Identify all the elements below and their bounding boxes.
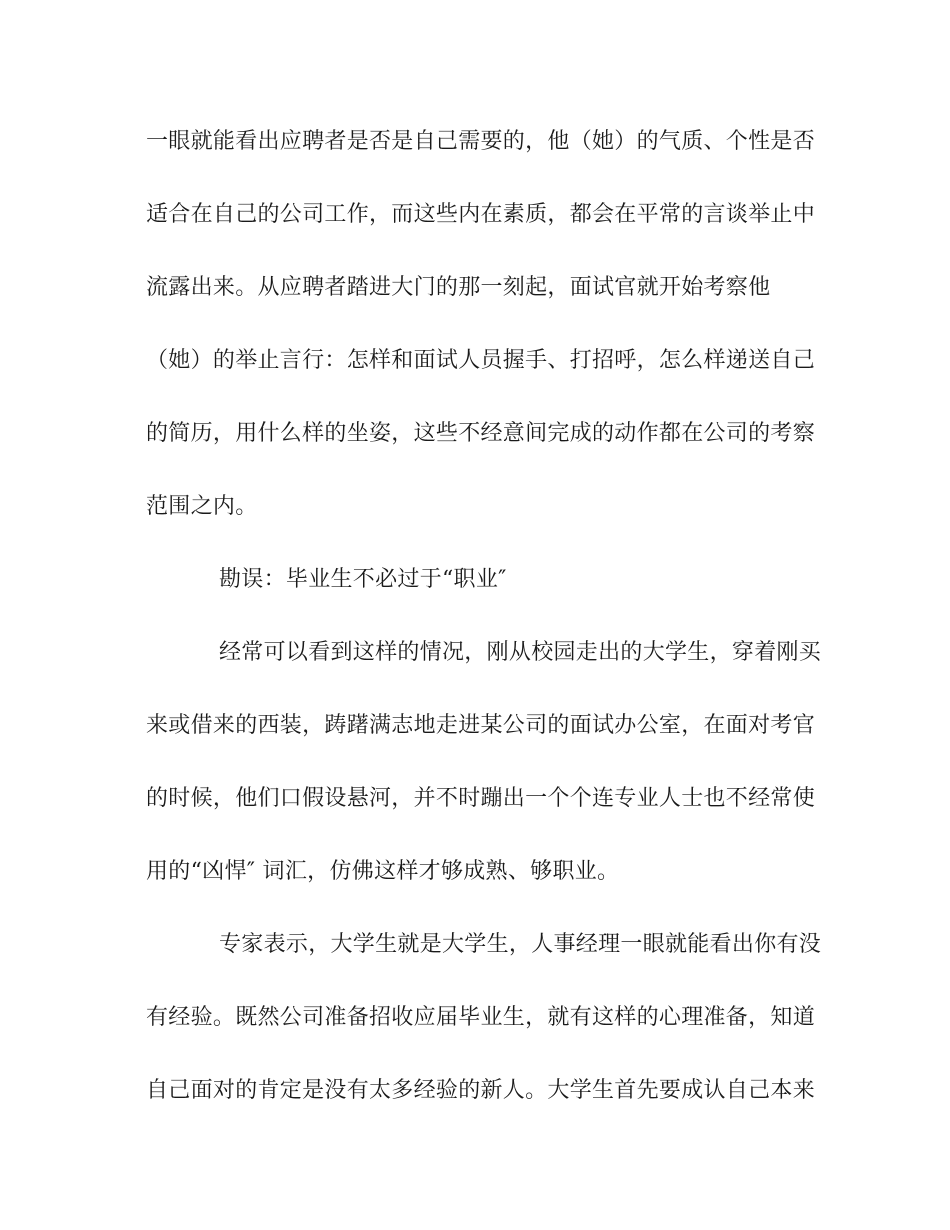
- paragraph-1-line-2: 适合在自己的公司工作，而这些内在素质，都会在平常的言谈举止中: [146, 202, 816, 227]
- paragraph-1-line-3: 流露出来。从应聘者踏进大门的那一刻起，面试官就开始考察他: [146, 275, 771, 300]
- paragraph-4-line-2: 有经验。既然公司准备招收应届毕业生，就有这样的心理准备，知道: [146, 1005, 816, 1030]
- paragraph-4-line-3: 自己面对的肯定是没有太多经验的新人。大学生首先要成认自己本来: [146, 1078, 816, 1103]
- paragraph-4-line-1: 专家表示，大学生就是大学生，人事经理一眼就能看出你有没: [219, 932, 822, 957]
- section-heading: 勘误：毕业生不必过于“职业″: [219, 567, 507, 592]
- paragraph-3-line-2: 来或借来的西装，踌躇满志地走进某公司的面试办公室，在面对考官: [146, 713, 816, 738]
- paragraph-3-line-1: 经常可以看到这样的情况，刚从校园走出的大学生，穿着刚买: [219, 640, 822, 665]
- paragraph-3-line-3: 的时候，他们口假设悬河，并不时蹦出一个个连专业人士也不经常使: [146, 786, 816, 811]
- paragraph-3-line-4: 用的“凶悍″ 词汇，仿佛这样才够成熟、够职业。: [146, 859, 620, 884]
- paragraph-1-line-4: （她）的举止言行：怎样和面试人员握手、打招呼，怎么样递送自己: [146, 348, 816, 373]
- paragraph-1-line-5: 的简历，用什么样的坐姿，这些不经意间完成的动作都在公司的考察: [146, 421, 816, 446]
- paragraph-1-line-1: 一眼就能看出应聘者是否是自己需要的，他（她）的气质、个性是否: [146, 129, 816, 154]
- paragraph-1-line-6: 范围之内。: [146, 494, 258, 519]
